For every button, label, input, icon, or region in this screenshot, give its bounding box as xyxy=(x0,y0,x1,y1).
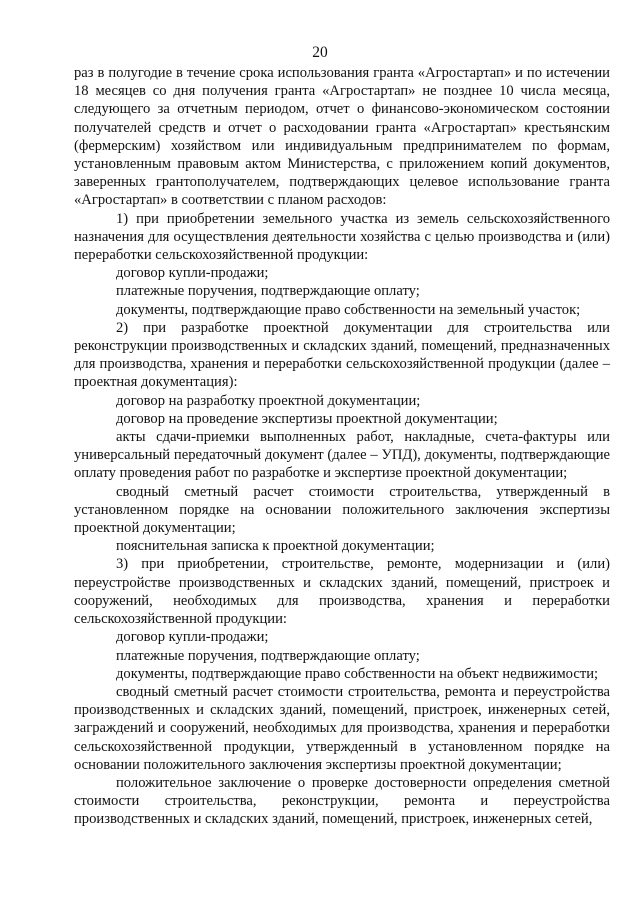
paragraph-payment-orders: платежные поручения, подтверждающие оплату; xyxy=(116,283,420,300)
paragraph-property-ownership: документы, подтверждающие право собственности на объект недвижимости; xyxy=(116,665,599,682)
paragraph-report-intro: раз в полугодие в течение срока использования гранта «Агростартап» и по истечении 18 месяцев со дня получения гранта «Агростартап» не позднее 10 числа месяца, следующего за отчетным периодом, отчет о финансово-экономическом состоянии получателей средств и отчет о расходовании гранта «Агростартап» крестьянским (фермерским) хозяйством или индивидуальным предпринимателем по формам, установленным правовым актом Министерства, с приложением копий документов, заверенных грантополучателем, подтверждающих целевое использование гранта «Агростартап» в соответствии с планом расходов: xyxy=(74,65,610,209)
paragraph-land-ownership: документы, подтверждающие право собственности на земельный участок; xyxy=(116,301,581,318)
paragraph-payment-orders-2: платежные поручения, подтверждающие оплату; xyxy=(116,647,420,664)
page-number: 20 xyxy=(312,44,328,61)
paragraph-positive-conclusion: положительное заключение о проверке достоверности определения сметной стоимости строительства, реконструкции, ремонта и переустройства производственных и складских зданий, помещений, пристроек, инженерных сетей, xyxy=(74,774,610,828)
paragraph-expertise-contract: договор на проведение экспертизы проектной документации; xyxy=(116,410,498,427)
paragraph-sale-contract: договор купли-продажи; xyxy=(116,265,269,282)
paragraph-summary-estimate: сводный сметный расчет стоимости строительства, утвержденный в установленном порядке на основании положительного заключения экспертизы проектной документации; xyxy=(74,483,610,537)
paragraph-construction-estimate: сводный сметный расчет стоимости строительства, ремонта и переустройства производственных и складских зданий, помещений, пристроек, инженерных сетей, заграждений и сооружений, необходимых для производства, хранения и переработки сельскохозяйственной продукции, утвержденный в установленном порядке на основании положительного заключения экспертизы проектной документации; xyxy=(74,683,610,773)
paragraph-item-1-land: 1) при приобретении земельного участка из земель сельскохозяйственного назначения для осуществления деятельности хозяйства с целью производства и (или) переработки сельскохозяйственной продукции: xyxy=(74,210,610,264)
paragraph-item-3-buildings: 3) при приобретении, строительстве, ремонте, модернизации и (или) переустройстве производственных и складских зданий, помещений, пристроек и сооружений, необходимых для производства, хранения и переработки сельскохозяйственной продукции: xyxy=(74,556,610,628)
paragraph-sale-contract-2: договор купли-продажи; xyxy=(116,629,269,646)
paragraph-acceptance-acts: акты сдачи-приемки выполненных работ, накладные, счета-фактуры или универсальный передаточный документ (далее – УПД), документы, подтверждающие оплату проведения работ по разработке и экспертизе проектной документации; xyxy=(74,429,610,482)
document-body xyxy=(74,64,610,829)
paragraph-design-contract: договор на разработку проектной документации; xyxy=(116,392,421,409)
paragraph-item-2-project-docs: 2) при разработке проектной документации для строительства или реконструкции производственных и складских зданий, помещений, предназначенных для производства, хранения и переработки сельскохозяйственной продукции (далее – проектная документация): xyxy=(74,319,610,391)
paragraph-explanatory-note: пояснительная записка к проектной документации; xyxy=(116,538,435,555)
